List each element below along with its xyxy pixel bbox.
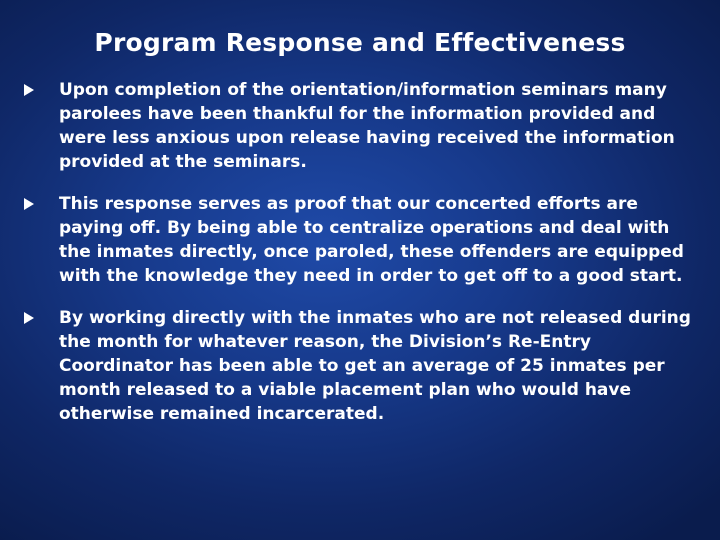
- bullet-item: [22, 78, 692, 174]
- bullet-item: [22, 192, 692, 288]
- bullet-list: [22, 78, 692, 444]
- bullet-text: Upon completion of the orientation/information seminars many parolees have been thankful for the information provided and were less anxious upon release having received the information provided at the seminars.: [59, 80, 675, 172]
- bullet-text: This response serves as proof that our concerted efforts are paying off. By being able to centralize operations and deal with the inmates directly, once paroled, these offenders are equipped with the knowledge they need in order to get off to a good start.: [59, 194, 684, 286]
- slide-title: Program Response and Effectiveness: [94, 28, 626, 57]
- triangle-bullet-icon: [24, 198, 34, 210]
- triangle-bullet-icon: [24, 84, 34, 96]
- bullet-item: [22, 306, 692, 426]
- bullet-text: By working directly with the inmates who are not released during the month for whatever reason, the Division’s Re-Entry Coordinator has been able to get an average of 25 inmates per month released to a viable placement plan who would have otherwise remained incarcerated.: [59, 308, 691, 424]
- triangle-bullet-icon: [24, 312, 34, 324]
